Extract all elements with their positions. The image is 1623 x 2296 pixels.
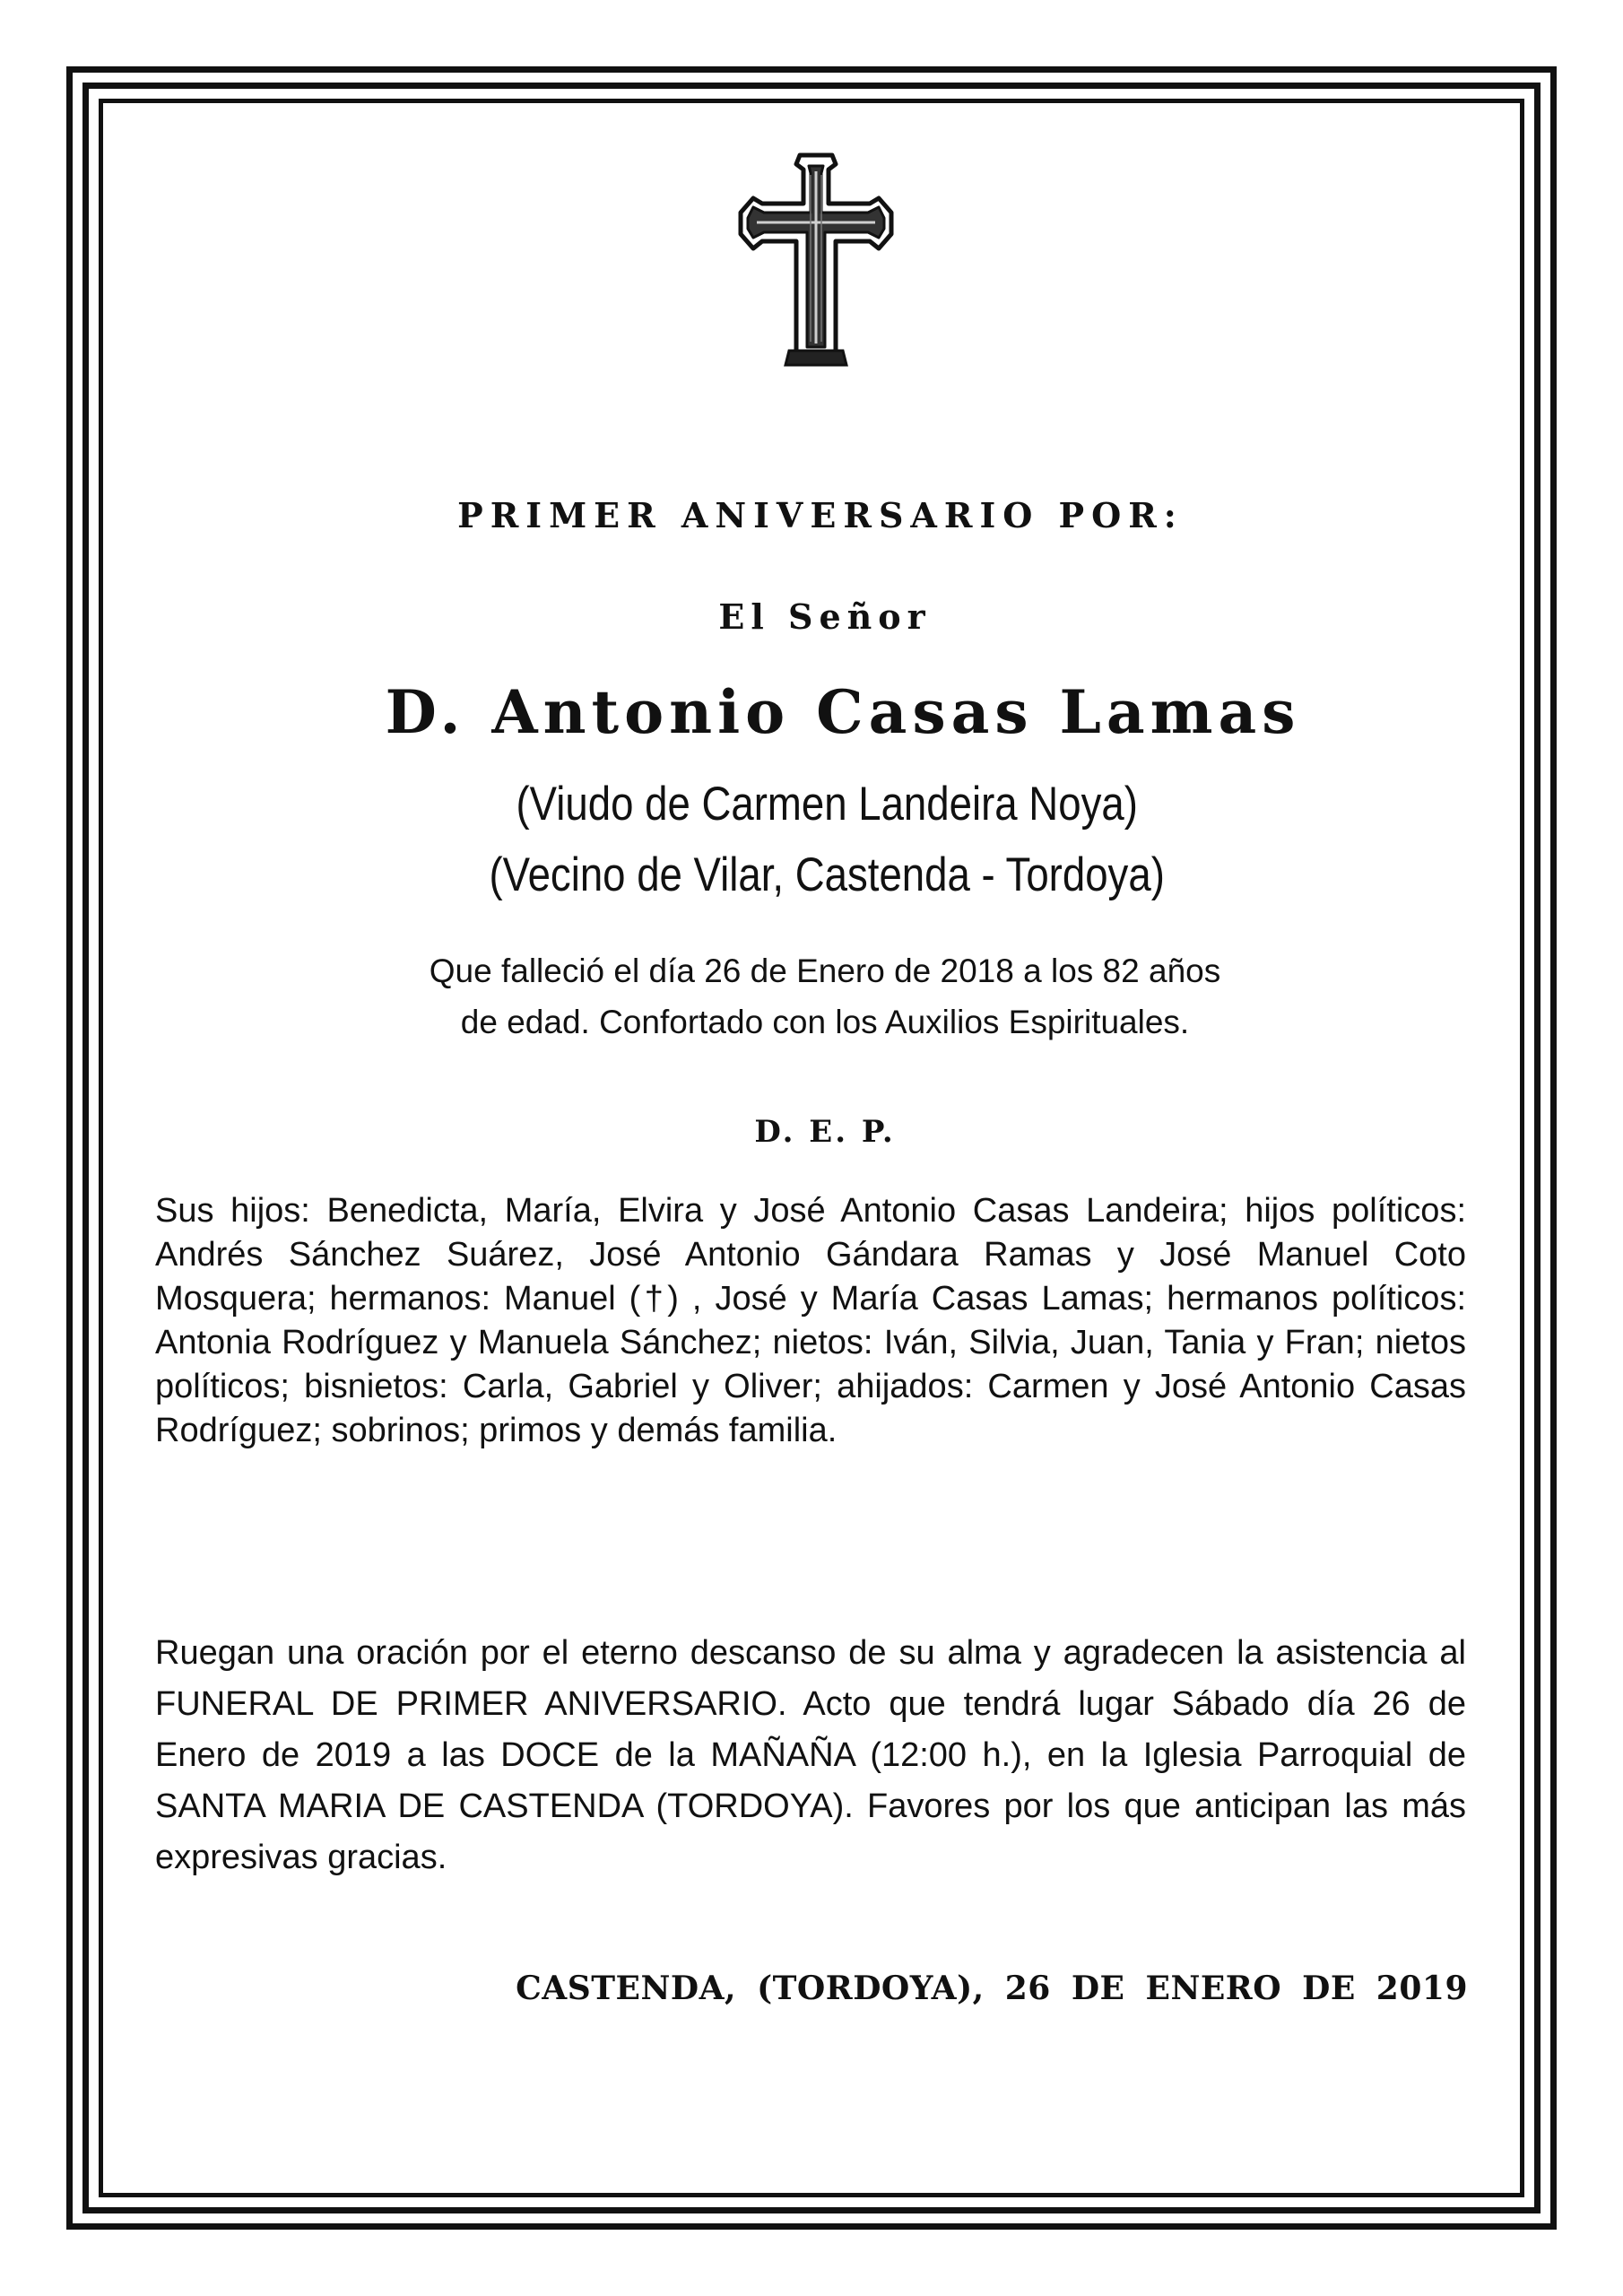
widower-line: (Viudo de Carmen Landeira Noya) bbox=[516, 778, 1138, 831]
service-paragraph: Ruegan una oración por el eterno descanso de su alma y agradecen la asistencia al FUNERAL DE PRIMER ANIVERSARIO. Acto que tendrá lugar Sábado día 26 de Enero de 2019 a las DOCE de la MAÑAÑA (12:00 h.), en la Iglesia Parroquial de SANTA MARIA DE CASTENDA (TORDOYA). Favores por los que anticipan las más expresivas gracias. bbox=[155, 1634, 1466, 1876]
deceased-name: D. Antonio Casas Lamas bbox=[385, 677, 1301, 747]
honorific: El Señor bbox=[718, 596, 932, 637]
place-date-signature: CASTENDA, (TORDOYA), 26 DE ENERO DE 2019 bbox=[516, 1970, 1468, 2007]
death-notice-line-2: de edad. Confortado con los Auxilios Espirituales. bbox=[460, 1004, 1190, 1040]
dep-abbreviation: D. E. P. bbox=[754, 1114, 896, 1150]
death-notice-line-1: Que falleció el día 26 de Enero de 2018 a los 82 años bbox=[429, 952, 1221, 989]
death-notice bbox=[0, 945, 1623, 1048]
resident-line: (Vecino de Vilar, Castenda - Tordoya) bbox=[489, 848, 1165, 901]
cross-icon bbox=[735, 148, 897, 368]
family-paragraph: Sus hijos: Benedicta, María, Elvira y José Antonio Casas Landeira; hijos políticos: Andrés Sánchez Suárez, José Antonio Gándara Ramas y José Manuel Coto Mosquera; hermanos: Manuel (†) , José y María Casas Lamas; hermanos políticos: Antonia Rodríguez y Manuela Sánchez; nietos: Iván, Silvia, Juan, Tania y Fran; nietos políticos; bisnietos: Carla, Gabriel y Oliver; ahijados: Carmen y José Antonio Casas Rodríguez; sobrinos; primos y demás familia. bbox=[155, 1192, 1466, 1449]
notice-heading: PRIMER ANIVERSARIO POR: bbox=[457, 495, 1184, 535]
